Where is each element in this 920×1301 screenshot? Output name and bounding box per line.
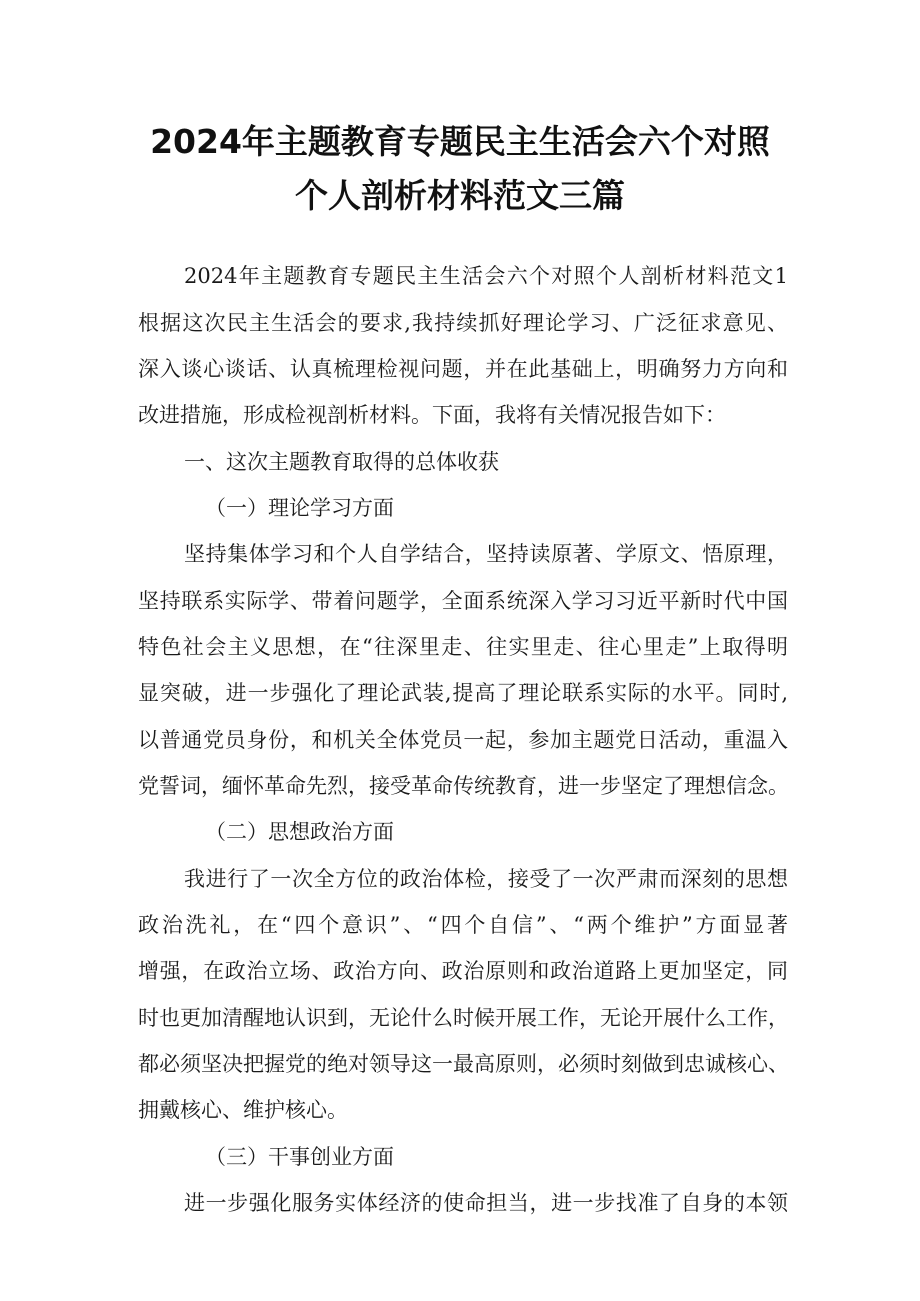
body-line: 坚持集体学习和个人自学结合，坚持读原著、学原文、悟原理， (184, 542, 788, 566)
body-line: 特色社会主义思想，在“往深里走、往实里走、往心里走”上取得明 (138, 635, 788, 659)
subsection-heading: （二）思想政治方面 (205, 820, 394, 844)
subsection-heading: （三）干事创业方面 (205, 1145, 394, 1169)
section-heading: 一、这次主题教育取得的总体收获 (184, 450, 499, 474)
body-line: 都必须坚决把握党的绝对领导这一最高原则，必须时刻做到忠诚核心、 (138, 1052, 789, 1076)
document-title-line-2: 个人剖析材料范文三篇 (295, 176, 625, 215)
body-line: 增强，在政治立场、政治方向、政治原则和政治道路上更加坚定，同 (138, 959, 788, 983)
body-line: 党誓词，缅怀革命先烈，接受革命传统教育，进一步坚定了理想信念。 (138, 774, 789, 798)
body-line: 显突破，进一步强化了理论武装,提高了理论联系实际的水平。同时, (138, 681, 788, 705)
body-line: 2024年主题教育专题民主生活会六个对照个人剖析材料范文1 (184, 264, 788, 288)
body-line: 改进措施，形成检视剖析材料。下面，我将有关情况报告如下： (138, 403, 726, 427)
document-title-line-1: 2024年主题教育专题民主生活会六个对照 (150, 122, 770, 161)
body-line: 时也更加清醒地认识到，无论什么时候开展工作，无论开展什么工作， (138, 1006, 789, 1030)
body-line: 坚持联系实际学、带着问题学，全面系统深入学习习近平新时代中国 (138, 589, 788, 613)
body-line: 以普通党员身份，和机关全体党员一起，参加主题党日活动，重温入 (138, 728, 788, 752)
body-line: 我进行了一次全方位的政治体检，接受了一次严肃而深刻的思想 (184, 867, 788, 891)
subsection-heading: （一）理论学习方面 (205, 496, 394, 520)
body-line: 进一步强化服务实体经济的使命担当，进一步找准了自身的本领 (184, 1191, 788, 1215)
body-line: 深入谈心谈话、认真梳理检视问题，并在此基础上，明确努力方向和 (138, 357, 788, 381)
body-line: 根据这次民主生活会的要求,我持续抓好理论学习、广泛征求意见、 (138, 311, 788, 335)
body-line: 拥戴核心、维护核心。 (138, 1098, 348, 1122)
body-line: 政治洗礼，在“四个意识”、“四个自信”、“两个维护”方面显著 (138, 913, 788, 937)
